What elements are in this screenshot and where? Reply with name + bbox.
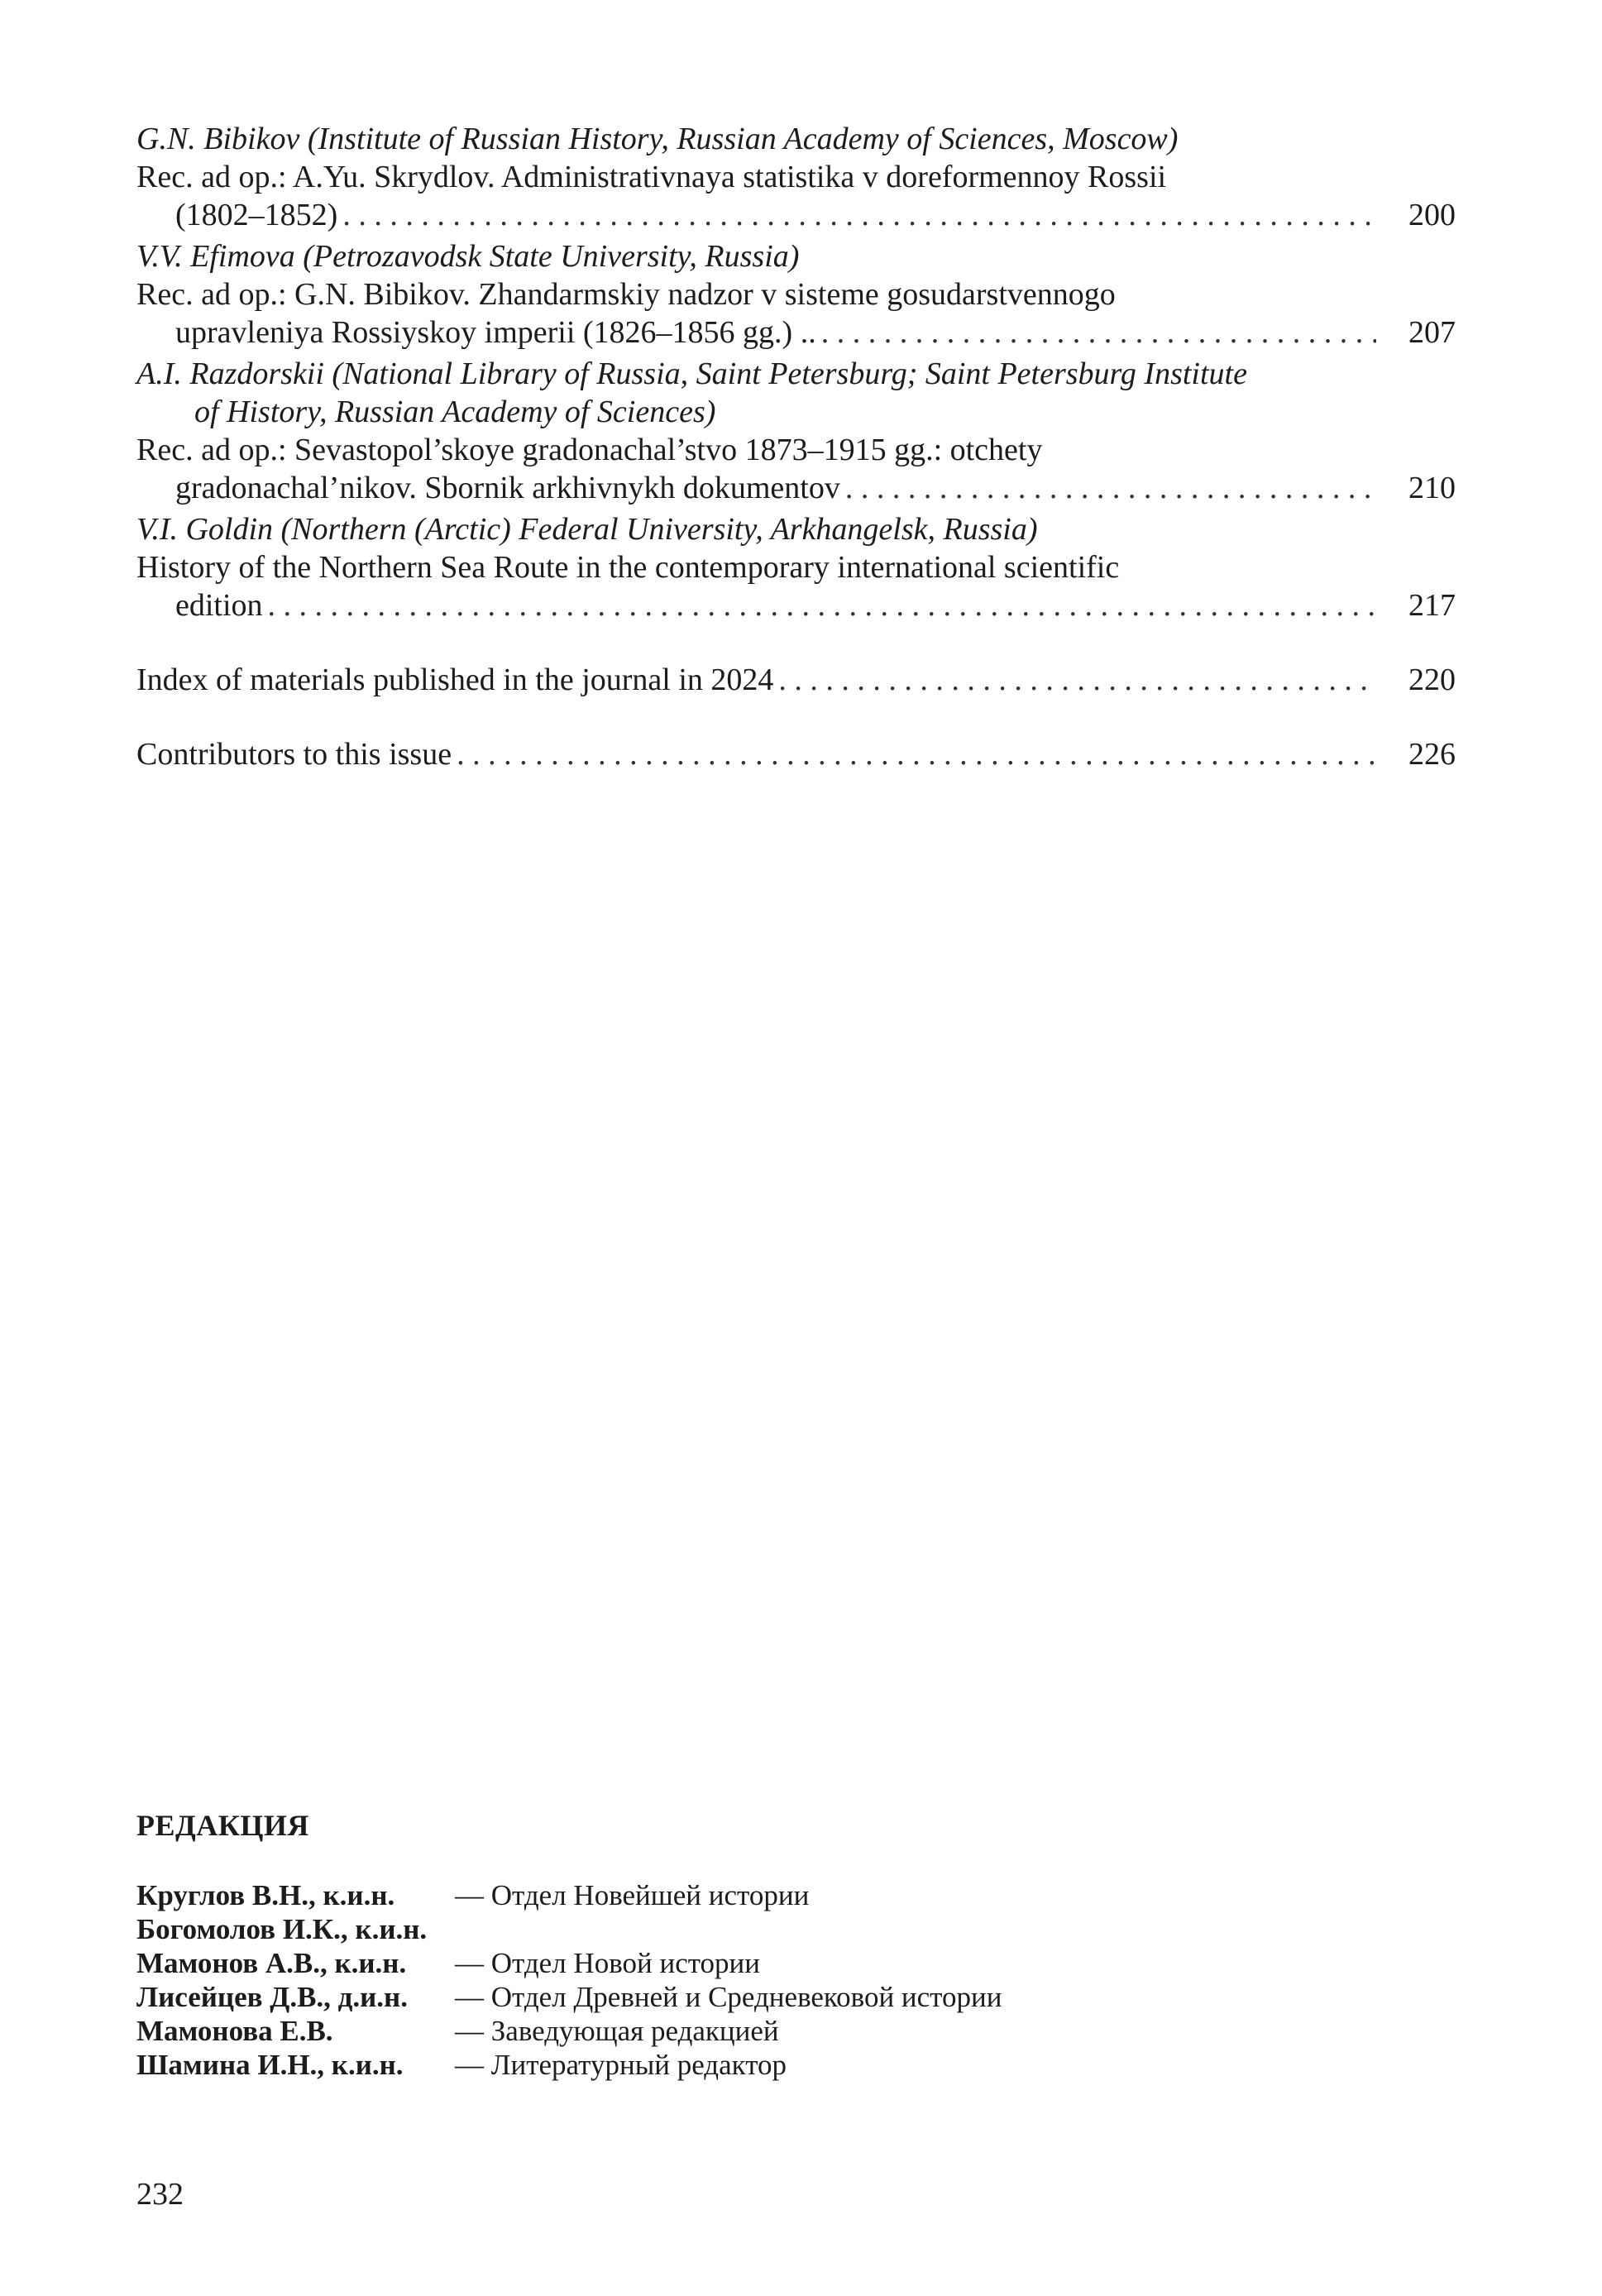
staff-role: — Заведующая редакцией xyxy=(455,2015,779,2047)
staff-name: Шамина И.Н., к.и.н. xyxy=(136,2049,404,2081)
toc-entry-goldin xyxy=(136,510,1456,624)
dot-leader xyxy=(821,313,1376,352)
toc-page-number: 220 xyxy=(1408,662,1456,697)
staff-row xyxy=(136,1878,1294,1912)
staff-name: Мамонов А.В., к.и.н. xyxy=(136,1947,407,1979)
staff-name: Богомолов И.К., к.и.н. xyxy=(136,1913,428,1945)
toc-title-last-line xyxy=(136,469,1456,507)
toc-title-line: Rec. ad op.: A.Yu. Skrydlov. Administrativnaya statistika v doreformennoy Rossii xyxy=(136,160,1167,194)
toc-title-text: gradonachal’nikov. Sbornik arkhivnykh dokumentov xyxy=(175,471,840,505)
toc-entry-efimova xyxy=(136,237,1456,352)
toc-author: A.I. Razdorskii (National Library of Russia, Saint Petersburg; Saint Petersburg Institute xyxy=(136,356,1247,391)
toc-entry-contributors xyxy=(136,735,1456,773)
toc-title-text: Index of materials published in the journal in 2024 xyxy=(136,662,774,697)
toc-title-last-line xyxy=(136,196,1456,234)
toc-title-text: upravleniya Rossiyskoy imperii (1826–1856 gg.) .. xyxy=(175,315,816,350)
staff-role: — Отдел Новейшей истории xyxy=(455,1879,810,1911)
toc-title-text: (1802–1852) xyxy=(175,198,338,232)
staff-name: Лисейцев Д.В., д.и.н. xyxy=(136,1981,408,2013)
table-of-contents xyxy=(136,120,1456,773)
toc-title-text: edition xyxy=(175,588,263,623)
staff-name: Круглов В.Н., к.и.н. xyxy=(136,1879,395,1911)
toc-author: G.N. Bibikov (Institute of Russian History, Russian Academy of Sciences, Moscow) xyxy=(136,122,1179,156)
staff-role: — Отдел Новой истории xyxy=(455,1947,761,1979)
toc-entry-bibikov xyxy=(136,120,1456,234)
staff-row xyxy=(136,2048,1294,2082)
toc-author: V.I. Goldin (Northern (Arctic) Federal University, Arkhangelsk, Russia) xyxy=(136,512,1038,547)
staff-row xyxy=(136,1946,1294,1980)
dot-leader xyxy=(342,196,1376,234)
toc-page-number: 210 xyxy=(1408,471,1456,505)
staff-role: — Литературный редактор xyxy=(455,2049,787,2081)
toc-entry-index xyxy=(136,661,1456,699)
toc-author-continued: of History, Russian Academy of Sciences) xyxy=(194,395,716,429)
toc-title-line: Rec. ad op.: Sevastopol’skoye gradonachal’stvo 1873–1915 gg.: otchety xyxy=(136,433,1043,467)
staff-name: Мамонова Е.В. xyxy=(136,2015,333,2047)
dot-leader xyxy=(778,661,1376,699)
staff-role: — Отдел Древней и Средневековой истории xyxy=(455,1981,1002,2013)
page-number: 232 xyxy=(136,2177,184,2212)
toc-title-last-line xyxy=(136,313,1456,352)
toc-page-number: 217 xyxy=(1408,588,1456,623)
staff-row xyxy=(136,1980,1294,2014)
dot-leader xyxy=(845,469,1376,507)
toc-title-line: Rec. ad op.: G.N. Bibikov. Zhandarmskiy nadzor v sisteme gosudarstvennogo xyxy=(136,277,1116,312)
editorial-board xyxy=(136,1807,1294,2082)
toc-page-number: 200 xyxy=(1408,198,1456,232)
toc-title-last-line xyxy=(136,586,1456,624)
toc-title-line: History of the Northern Sea Route in the contemporary international scientific xyxy=(136,550,1120,585)
toc-author: V.V. Efimova (Petrozavodsk State University, Russia) xyxy=(136,239,800,274)
staff-row xyxy=(136,1912,1294,1946)
toc-title-text: Contributors to this issue xyxy=(136,737,452,772)
editorial-heading: РЕДАКЦИЯ xyxy=(136,1809,309,1842)
dot-leader xyxy=(268,586,1376,624)
toc-entry-razdorskii xyxy=(136,355,1456,507)
staff-row xyxy=(136,2014,1294,2048)
dot-leader xyxy=(457,735,1376,773)
toc-page-number: 226 xyxy=(1408,737,1456,772)
toc-page-number: 207 xyxy=(1408,315,1456,350)
